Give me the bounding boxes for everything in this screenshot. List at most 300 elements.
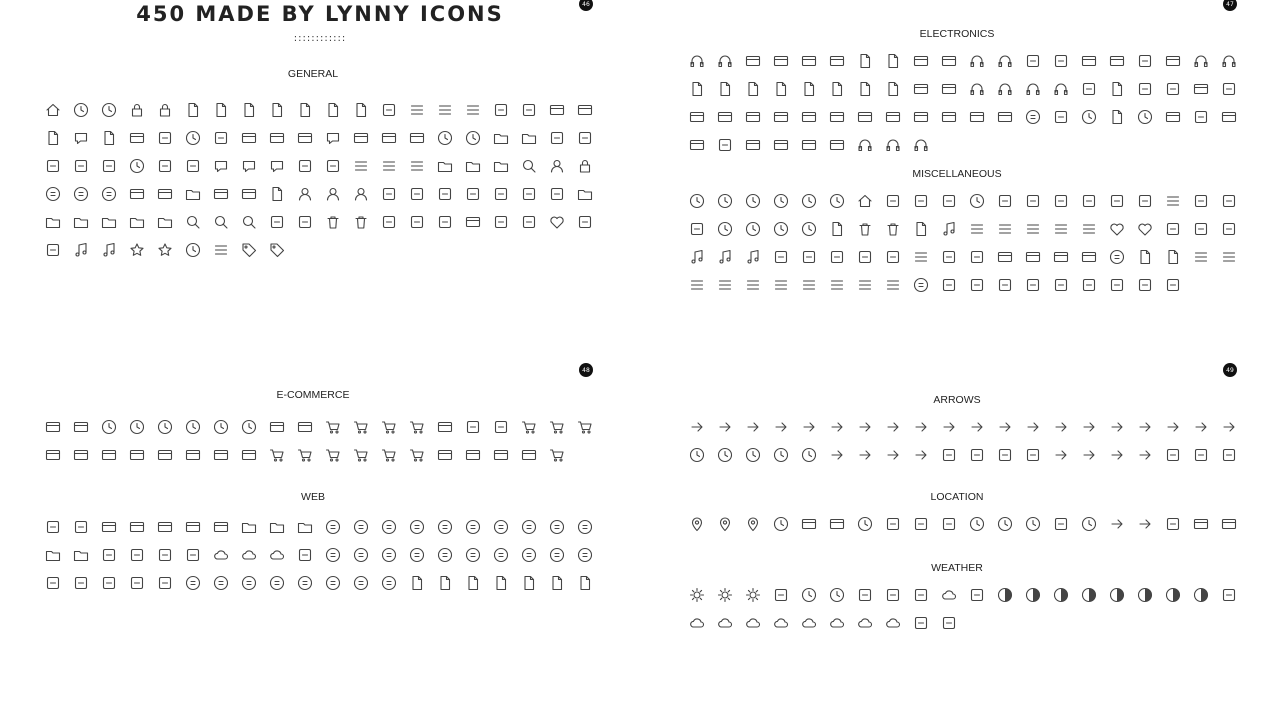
speaker-icon: [991, 47, 1019, 75]
zoom-in-icon: [207, 208, 235, 236]
next-icon: [795, 187, 823, 215]
bookmark-icon: [1131, 243, 1159, 271]
gear-icon: [487, 96, 515, 124]
list-icon: [1047, 215, 1075, 243]
image-icon: [207, 180, 235, 208]
file-icon: [431, 569, 459, 597]
list-icon: [1019, 215, 1047, 243]
chevron-left-icon: [907, 413, 935, 441]
podcast-icon: [67, 569, 95, 597]
archive-icon: [39, 208, 67, 236]
section-weather-grid: [683, 581, 1243, 637]
book-icon: [207, 96, 235, 124]
record-icon: [767, 187, 795, 215]
flag-icon: [907, 510, 935, 538]
star-icon: [151, 236, 179, 264]
at-icon: [179, 569, 207, 597]
section-misc-grid: [683, 187, 1243, 299]
tools-icon: [1215, 187, 1243, 215]
basket-icon: [543, 441, 571, 469]
pill-icon: [1159, 215, 1187, 243]
coffee-icon: [991, 271, 1019, 299]
social-icon: [291, 569, 319, 597]
thermometer-icon: [1215, 581, 1243, 609]
stop-icon: [739, 187, 767, 215]
page-badge-47: 47: [1223, 0, 1237, 11]
tablet-icon: [739, 75, 767, 103]
record-icon: [767, 215, 795, 243]
key-icon: [319, 152, 347, 180]
trash-icon: [879, 215, 907, 243]
binoculars-icon: [1103, 271, 1131, 299]
card-icon: [39, 413, 67, 441]
record-icon: [795, 215, 823, 243]
warning-icon: [1159, 510, 1187, 538]
social-icon: [347, 513, 375, 541]
sliders-icon: [459, 96, 487, 124]
doc-icon: [319, 96, 347, 124]
cloud-icon: [207, 541, 235, 569]
turn-icon: [1215, 413, 1243, 441]
cash-icon: [235, 441, 263, 469]
clock-icon: [67, 96, 95, 124]
battery-icon: [683, 131, 711, 159]
speaker-icon: [907, 131, 935, 159]
cart-icon: [375, 413, 403, 441]
box-up-icon: [991, 413, 1019, 441]
social-icon: [459, 513, 487, 541]
moon-phase-icon: [1159, 581, 1187, 609]
mic-icon: [683, 47, 711, 75]
heart-icon: [1103, 215, 1131, 243]
social-icon: [375, 541, 403, 569]
cloud-rain-icon: [739, 609, 767, 637]
circle-down-icon: [795, 441, 823, 469]
image-icon: [235, 180, 263, 208]
cloud-icon: [935, 581, 963, 609]
monitor-icon: [1019, 243, 1047, 271]
help-icon: [67, 180, 95, 208]
video-icon: [767, 47, 795, 75]
folder-icon: [459, 152, 487, 180]
globe-icon: [963, 510, 991, 538]
battery-icon: [879, 103, 907, 131]
mute-icon: [851, 131, 879, 159]
lock-icon: [151, 96, 179, 124]
cloud-rain-icon: [823, 609, 851, 637]
social-icon: [347, 569, 375, 597]
social-icon: [403, 541, 431, 569]
globe-icon: [991, 510, 1019, 538]
arrow-down-icon: [1075, 413, 1103, 441]
rocket-icon: [1159, 271, 1187, 299]
box-left-icon: [1019, 413, 1047, 441]
download-icon: [39, 513, 67, 541]
wind-icon: [907, 609, 935, 637]
basket-icon: [403, 441, 431, 469]
folder-icon: [515, 124, 543, 152]
section-misc-heading: MISCELLANEOUS: [912, 168, 1002, 180]
external-icon: [1019, 441, 1047, 469]
glasses-icon: [543, 124, 571, 152]
search-icon: [179, 208, 207, 236]
receipt-icon: [431, 413, 459, 441]
plus-icon: [1215, 215, 1243, 243]
list-icon: [403, 152, 431, 180]
forward-icon: [1131, 441, 1159, 469]
camera-icon: [739, 103, 767, 131]
map-icon: [823, 510, 851, 538]
mobile-icon: [851, 47, 879, 75]
ribbon-icon: [795, 243, 823, 271]
file-icon: [459, 569, 487, 597]
globe-icon: [1019, 510, 1047, 538]
key-icon: [291, 152, 319, 180]
filter-icon: [263, 208, 291, 236]
clock-icon: [95, 96, 123, 124]
planet-icon: [823, 581, 851, 609]
coin-icon: [123, 413, 151, 441]
battery-icon: [851, 103, 879, 131]
sign-in-icon: [683, 413, 711, 441]
cash-icon: [291, 413, 319, 441]
celsius-icon: [935, 609, 963, 637]
list-icon: [375, 152, 403, 180]
infinity-icon: [1159, 441, 1187, 469]
laptop-icon: [907, 47, 935, 75]
tri-left-icon: [879, 441, 907, 469]
social-icon: [319, 569, 347, 597]
card-icon: [67, 413, 95, 441]
crosshair-icon: [879, 510, 907, 538]
clipboard-icon: [123, 124, 151, 152]
bluetooth-icon: [1075, 75, 1103, 103]
file-icon: [515, 569, 543, 597]
scissors-icon: [1131, 271, 1159, 299]
umbrella-icon: [879, 581, 907, 609]
music-icon: [67, 236, 95, 264]
chrome-icon: [1019, 103, 1047, 131]
box-right-icon: [1047, 413, 1075, 441]
layout-icon: [739, 271, 767, 299]
lock-icon: [123, 96, 151, 124]
cash-icon: [95, 441, 123, 469]
inbox-icon: [235, 513, 263, 541]
printer-icon: [1075, 47, 1103, 75]
section-location-grid: [683, 510, 1243, 538]
barcode-icon: [739, 131, 767, 159]
shrink-icon: [991, 441, 1019, 469]
social-icon: [431, 541, 459, 569]
social-icon: [319, 541, 347, 569]
flag-icon: [935, 510, 963, 538]
tv-icon: [795, 103, 823, 131]
basket-icon: [347, 441, 375, 469]
eye-icon: [459, 180, 487, 208]
inbox-icon: [179, 180, 207, 208]
windows-icon: [123, 180, 151, 208]
tree-icon: [935, 271, 963, 299]
cloud-rain-icon: [795, 609, 823, 637]
bottle-icon: [1019, 187, 1047, 215]
tablet-icon: [795, 75, 823, 103]
badge-icon: [403, 180, 431, 208]
arrow-right-icon: [1159, 413, 1187, 441]
window-icon: [95, 513, 123, 541]
cash-icon: [151, 441, 179, 469]
basket-icon: [571, 413, 599, 441]
folder-icon: [487, 152, 515, 180]
pen-icon: [151, 152, 179, 180]
block-icon: [571, 152, 599, 180]
list-icon: [207, 236, 235, 264]
power-icon: [711, 131, 739, 159]
square-icon: [907, 187, 935, 215]
cash-icon: [179, 441, 207, 469]
ellipsis-circle-icon: [123, 152, 151, 180]
social-icon: [375, 569, 403, 597]
image-icon: [543, 96, 571, 124]
speaker-icon: [963, 47, 991, 75]
pencil-icon: [179, 152, 207, 180]
split-icon: [1215, 441, 1243, 469]
layers-icon: [1075, 271, 1103, 299]
list-icon: [347, 152, 375, 180]
film-icon: [263, 124, 291, 152]
dumbbell-icon: [1187, 187, 1215, 215]
docs-icon: [263, 96, 291, 124]
calculator-icon: [263, 180, 291, 208]
record-icon: [711, 215, 739, 243]
battery-icon: [459, 208, 487, 236]
layers-icon: [1047, 271, 1075, 299]
board-icon: [1215, 510, 1243, 538]
sliders-icon: [403, 96, 431, 124]
gamepad-icon: [1019, 47, 1047, 75]
tablet-icon: [823, 75, 851, 103]
square-icon: [879, 243, 907, 271]
chevron-down-icon: [851, 413, 879, 441]
file-icon: [571, 569, 599, 597]
coin-icon: [179, 413, 207, 441]
music-icon: [739, 243, 767, 271]
bolt-icon: [431, 208, 459, 236]
fahrenheit-icon: [963, 581, 991, 609]
expand-icon: [963, 441, 991, 469]
columns-icon: [1187, 243, 1215, 271]
section-web-grid: [39, 513, 599, 597]
doc-icon: [95, 124, 123, 152]
bag-icon: [459, 413, 487, 441]
play-icon: [683, 187, 711, 215]
camera-icon: [683, 103, 711, 131]
grid-icon: [851, 271, 879, 299]
social-icon: [403, 513, 431, 541]
bag-icon: [487, 413, 515, 441]
target-icon: [851, 510, 879, 538]
ellipsis-icon: [95, 152, 123, 180]
moon-phase-icon: [1187, 581, 1215, 609]
grid-icon: [823, 271, 851, 299]
globe-icon: [1075, 103, 1103, 131]
chat-icon: [67, 124, 95, 152]
grid-icon: [1159, 187, 1187, 215]
info-icon: [39, 180, 67, 208]
graduation-icon: [1103, 243, 1131, 271]
filter-icon: [39, 236, 67, 264]
grid-icon: [907, 243, 935, 271]
video-icon: [795, 47, 823, 75]
close-icon: [207, 124, 235, 152]
ice-icon: [963, 271, 991, 299]
map-icon: [795, 510, 823, 538]
sign-icon: [1131, 510, 1159, 538]
section-weather-heading: WEATHER: [931, 562, 983, 574]
bubble-icon: [207, 152, 235, 180]
tablet-icon: [711, 75, 739, 103]
pause-icon: [711, 187, 739, 215]
archive-icon: [571, 180, 599, 208]
database-icon: [235, 569, 263, 597]
pie-icon: [571, 124, 599, 152]
calendar-icon: [487, 180, 515, 208]
bell-icon: [487, 208, 515, 236]
file-icon: [487, 569, 515, 597]
phone-icon: [403, 208, 431, 236]
android-icon: [1187, 103, 1215, 131]
speaker-icon: [879, 131, 907, 159]
sliders-icon: [431, 96, 459, 124]
social-icon: [487, 513, 515, 541]
inbox-icon: [291, 513, 319, 541]
heart-icon: [1131, 215, 1159, 243]
wallet-icon: [459, 441, 487, 469]
globe-icon: [1075, 510, 1103, 538]
home-icon: [39, 96, 67, 124]
layout-icon: [683, 271, 711, 299]
window-icon: [123, 513, 151, 541]
cloud-rain-icon: [851, 609, 879, 637]
moon-phase-icon: [1131, 581, 1159, 609]
keyboard-icon: [1159, 47, 1187, 75]
plus-circle-icon: [431, 124, 459, 152]
basket-icon: [515, 413, 543, 441]
section-ecommerce-grid: [39, 413, 599, 469]
moon-phase-icon: [1103, 581, 1131, 609]
arrow-left-icon: [1131, 413, 1159, 441]
check-circle-icon: [179, 124, 207, 152]
battery-icon: [907, 103, 935, 131]
refresh-icon: [95, 541, 123, 569]
tri-up-icon: [851, 441, 879, 469]
section-electronics-heading: ELECTRONICS: [919, 28, 995, 40]
section-general-heading: GENERAL: [287, 68, 339, 80]
social-icon: [263, 569, 291, 597]
user-icon: [543, 152, 571, 180]
sign-out-icon: [711, 413, 739, 441]
flask-icon: [1103, 187, 1131, 215]
folder-icon: [487, 124, 515, 152]
music-icon: [95, 236, 123, 264]
square-icon: [879, 187, 907, 215]
social-icon: [319, 513, 347, 541]
layout-icon: [879, 271, 907, 299]
keyboard-icon: [935, 103, 963, 131]
route-icon: [123, 569, 151, 597]
inbox-icon: [67, 541, 95, 569]
music-icon: [683, 243, 711, 271]
filter-icon: [571, 208, 599, 236]
podcast-icon: [95, 569, 123, 597]
social-icon: [431, 513, 459, 541]
monitor-icon: [935, 47, 963, 75]
inbox-icon: [39, 541, 67, 569]
social-icon: [375, 513, 403, 541]
window-icon: [571, 96, 599, 124]
check-icon: [151, 124, 179, 152]
radio-icon: [1131, 75, 1159, 103]
coin-icon: [235, 413, 263, 441]
id-card-icon: [375, 124, 403, 152]
cash-icon: [207, 441, 235, 469]
id-card-icon: [347, 124, 375, 152]
wrench-icon: [375, 180, 403, 208]
calculator-icon: [1103, 75, 1131, 103]
bubbles-icon: [235, 152, 263, 180]
moon-phase-icon: [991, 581, 1019, 609]
social-icon: [571, 541, 599, 569]
sunrise-icon: [711, 581, 739, 609]
cart-icon: [403, 413, 431, 441]
video-icon: [739, 47, 767, 75]
share-icon: [151, 569, 179, 597]
signpost-icon: [1103, 510, 1131, 538]
tag-icon: [263, 236, 291, 264]
network-icon: [1215, 75, 1243, 103]
chrome-icon: [207, 569, 235, 597]
rows-icon: [1215, 243, 1243, 271]
radio-icon: [1159, 75, 1187, 103]
megaphone-icon: [1047, 75, 1075, 103]
minus-circle-icon: [459, 124, 487, 152]
rainbow-icon: [907, 581, 935, 609]
list-icon: [991, 215, 1019, 243]
file-icon: [403, 569, 431, 597]
windows-icon: [1159, 103, 1187, 131]
rss-icon: [291, 541, 319, 569]
doc-icon: [347, 96, 375, 124]
page-title: 450 MADE BY LYNNY ICONS: [136, 2, 504, 26]
inbox-icon: [263, 513, 291, 541]
close-circle-icon: [1131, 103, 1159, 131]
arrow-down-icon: [739, 413, 767, 441]
curve-icon: [1075, 441, 1103, 469]
zoom-out-icon: [235, 208, 263, 236]
film-icon: [291, 124, 319, 152]
social-icon: [515, 541, 543, 569]
moon-phase-icon: [1047, 581, 1075, 609]
social-icon: [347, 541, 375, 569]
list-icon: [963, 215, 991, 243]
users-icon: [319, 180, 347, 208]
section-electronics-grid: [683, 47, 1243, 159]
doc-icon: [291, 96, 319, 124]
home-icon: [851, 187, 879, 215]
camera-icon: [823, 47, 851, 75]
compass-icon: [767, 510, 795, 538]
pin-icon: [739, 510, 767, 538]
film-icon: [235, 124, 263, 152]
